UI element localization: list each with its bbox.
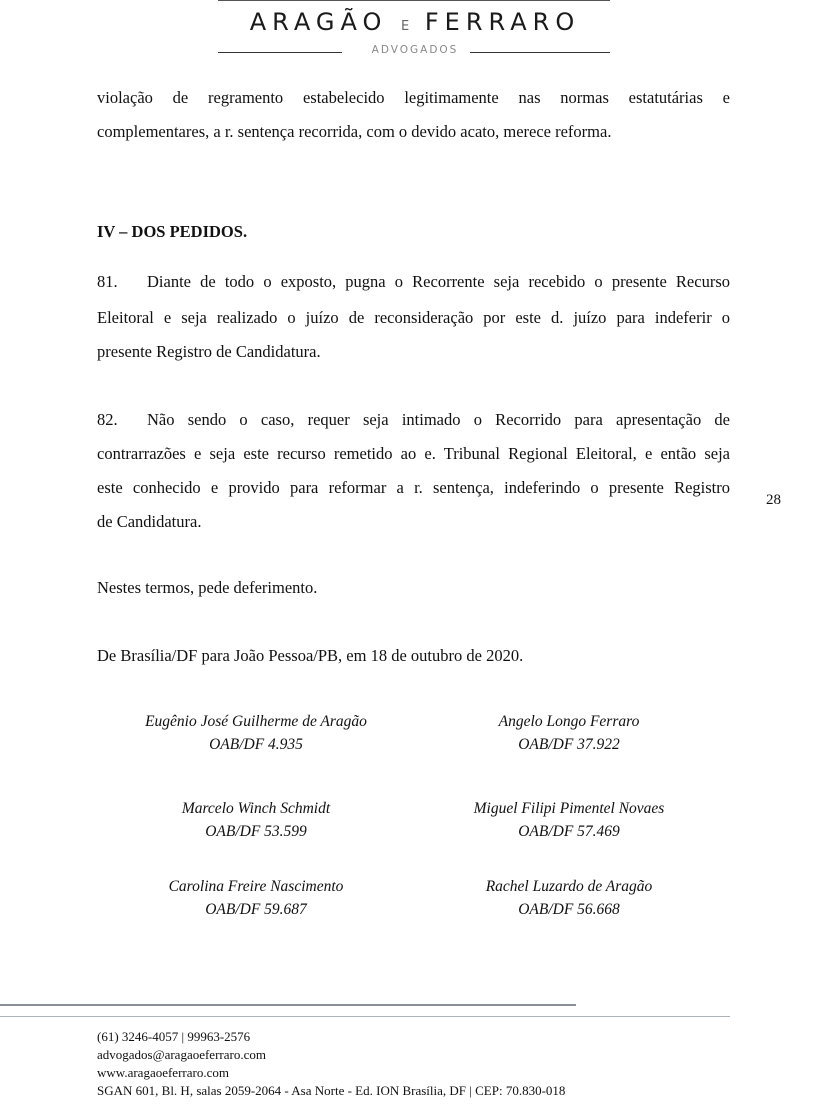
paragraph-82-line-3: este conhecido e provido para reformar a r. sentença, indeferindo o presente Registro <box>97 478 730 497</box>
footer-website: www.aragaoeferraro.com <box>97 1065 229 1080</box>
firm-name-left: ARAGÃO <box>249 8 388 36</box>
paragraph-81-text-1: Diante de todo o exposto, pugna o Recorrente seja recebido o presente Recurso <box>147 272 730 291</box>
signatory-oab: OAB/DF 56.668 <box>518 901 620 918</box>
paragraph-81-number: 81. <box>97 272 118 291</box>
paragraph-81-line-1 <box>97 264 730 300</box>
intro-line-2: complementares, a r. sentença recorrida, com o devido acato, merece reforma. <box>97 122 612 141</box>
footer-rule-thin <box>0 1016 730 1017</box>
signatory-oab: OAB/DF 37.922 <box>518 736 620 753</box>
firm-name-amp: E <box>401 19 412 34</box>
paragraph-82-line-4: de Candidatura. <box>97 512 202 531</box>
firm-subtitle: ADVOGADOS <box>371 44 459 56</box>
signature-block-5 <box>106 875 406 921</box>
signatory-name: Carolina Freire Nascimento <box>168 878 344 895</box>
letterhead <box>0 0 820 60</box>
signatory-name: Marcelo Winch Schmidt <box>181 800 331 817</box>
page-number: 28 <box>766 492 781 508</box>
signatory-oab: OAB/DF 53.599 <box>205 823 307 840</box>
signature-block-6 <box>419 875 719 921</box>
signatory-name: Angelo Longo Ferraro <box>498 713 640 730</box>
firm-name <box>200 8 630 36</box>
paragraph-81-line-2: Eleitoral e seja realizado o juízo de reconsideração por este d. juízo para indeferir o <box>97 308 730 327</box>
signature-block-4 <box>419 797 719 843</box>
paragraph-82-number: 82. <box>97 410 118 429</box>
signatory-name: Rachel Luzardo de Aragão <box>485 878 653 895</box>
firm-name-right: FERRARO <box>424 8 581 36</box>
closing-line: Nestes termos, pede deferimento. <box>97 578 318 597</box>
signatory-name: Miguel Filipi Pimentel Novaes <box>473 800 665 817</box>
footer-address: SGAN 601, Bl. H, salas 2059-2064 - Asa Norte - Ed. ION Brasília, DF | CEP: 70.830-018 <box>97 1083 566 1098</box>
paragraph-82-text-1: Não sendo o caso, requer seja intimado o Recorrido para apresentação de <box>147 410 730 429</box>
footer-phone: (61) 3246-4057 | 99963-2576 <box>97 1029 251 1044</box>
signatory-name: Eugênio José Guilherme de Aragão <box>145 713 367 730</box>
signature-block-3 <box>106 797 406 843</box>
footer-email: advogados@aragaoeferraro.com <box>97 1047 266 1062</box>
paragraph-81-line-3: presente Registro de Candidatura. <box>97 342 321 361</box>
section-heading: IV – DOS PEDIDOS. <box>97 222 248 241</box>
signature-block-2 <box>419 710 719 756</box>
footer-rule-thick <box>0 1004 576 1006</box>
signature-block-1 <box>106 710 406 756</box>
letterhead-top-rule <box>218 0 610 1</box>
place-date-line: De Brasília/DF para João Pessoa/PB, em 18 de outubro de 2020. <box>97 646 524 665</box>
letterhead-rule-right <box>470 52 610 53</box>
signatory-oab: OAB/DF 57.469 <box>518 823 620 840</box>
paragraph-82-line-2: contrarrazões e seja este recurso remetido ao e. Tribunal Regional Eleitoral, e então seja <box>97 444 730 463</box>
footer-contact <box>97 1028 565 1100</box>
intro-line-1: violação de regramento estabelecido legitimamente nas normas estatutárias e <box>97 88 730 107</box>
signatory-oab: OAB/DF 59.687 <box>205 901 307 918</box>
signatory-oab: OAB/DF 4.935 <box>209 736 303 753</box>
paragraph-82-line-1 <box>97 402 730 438</box>
